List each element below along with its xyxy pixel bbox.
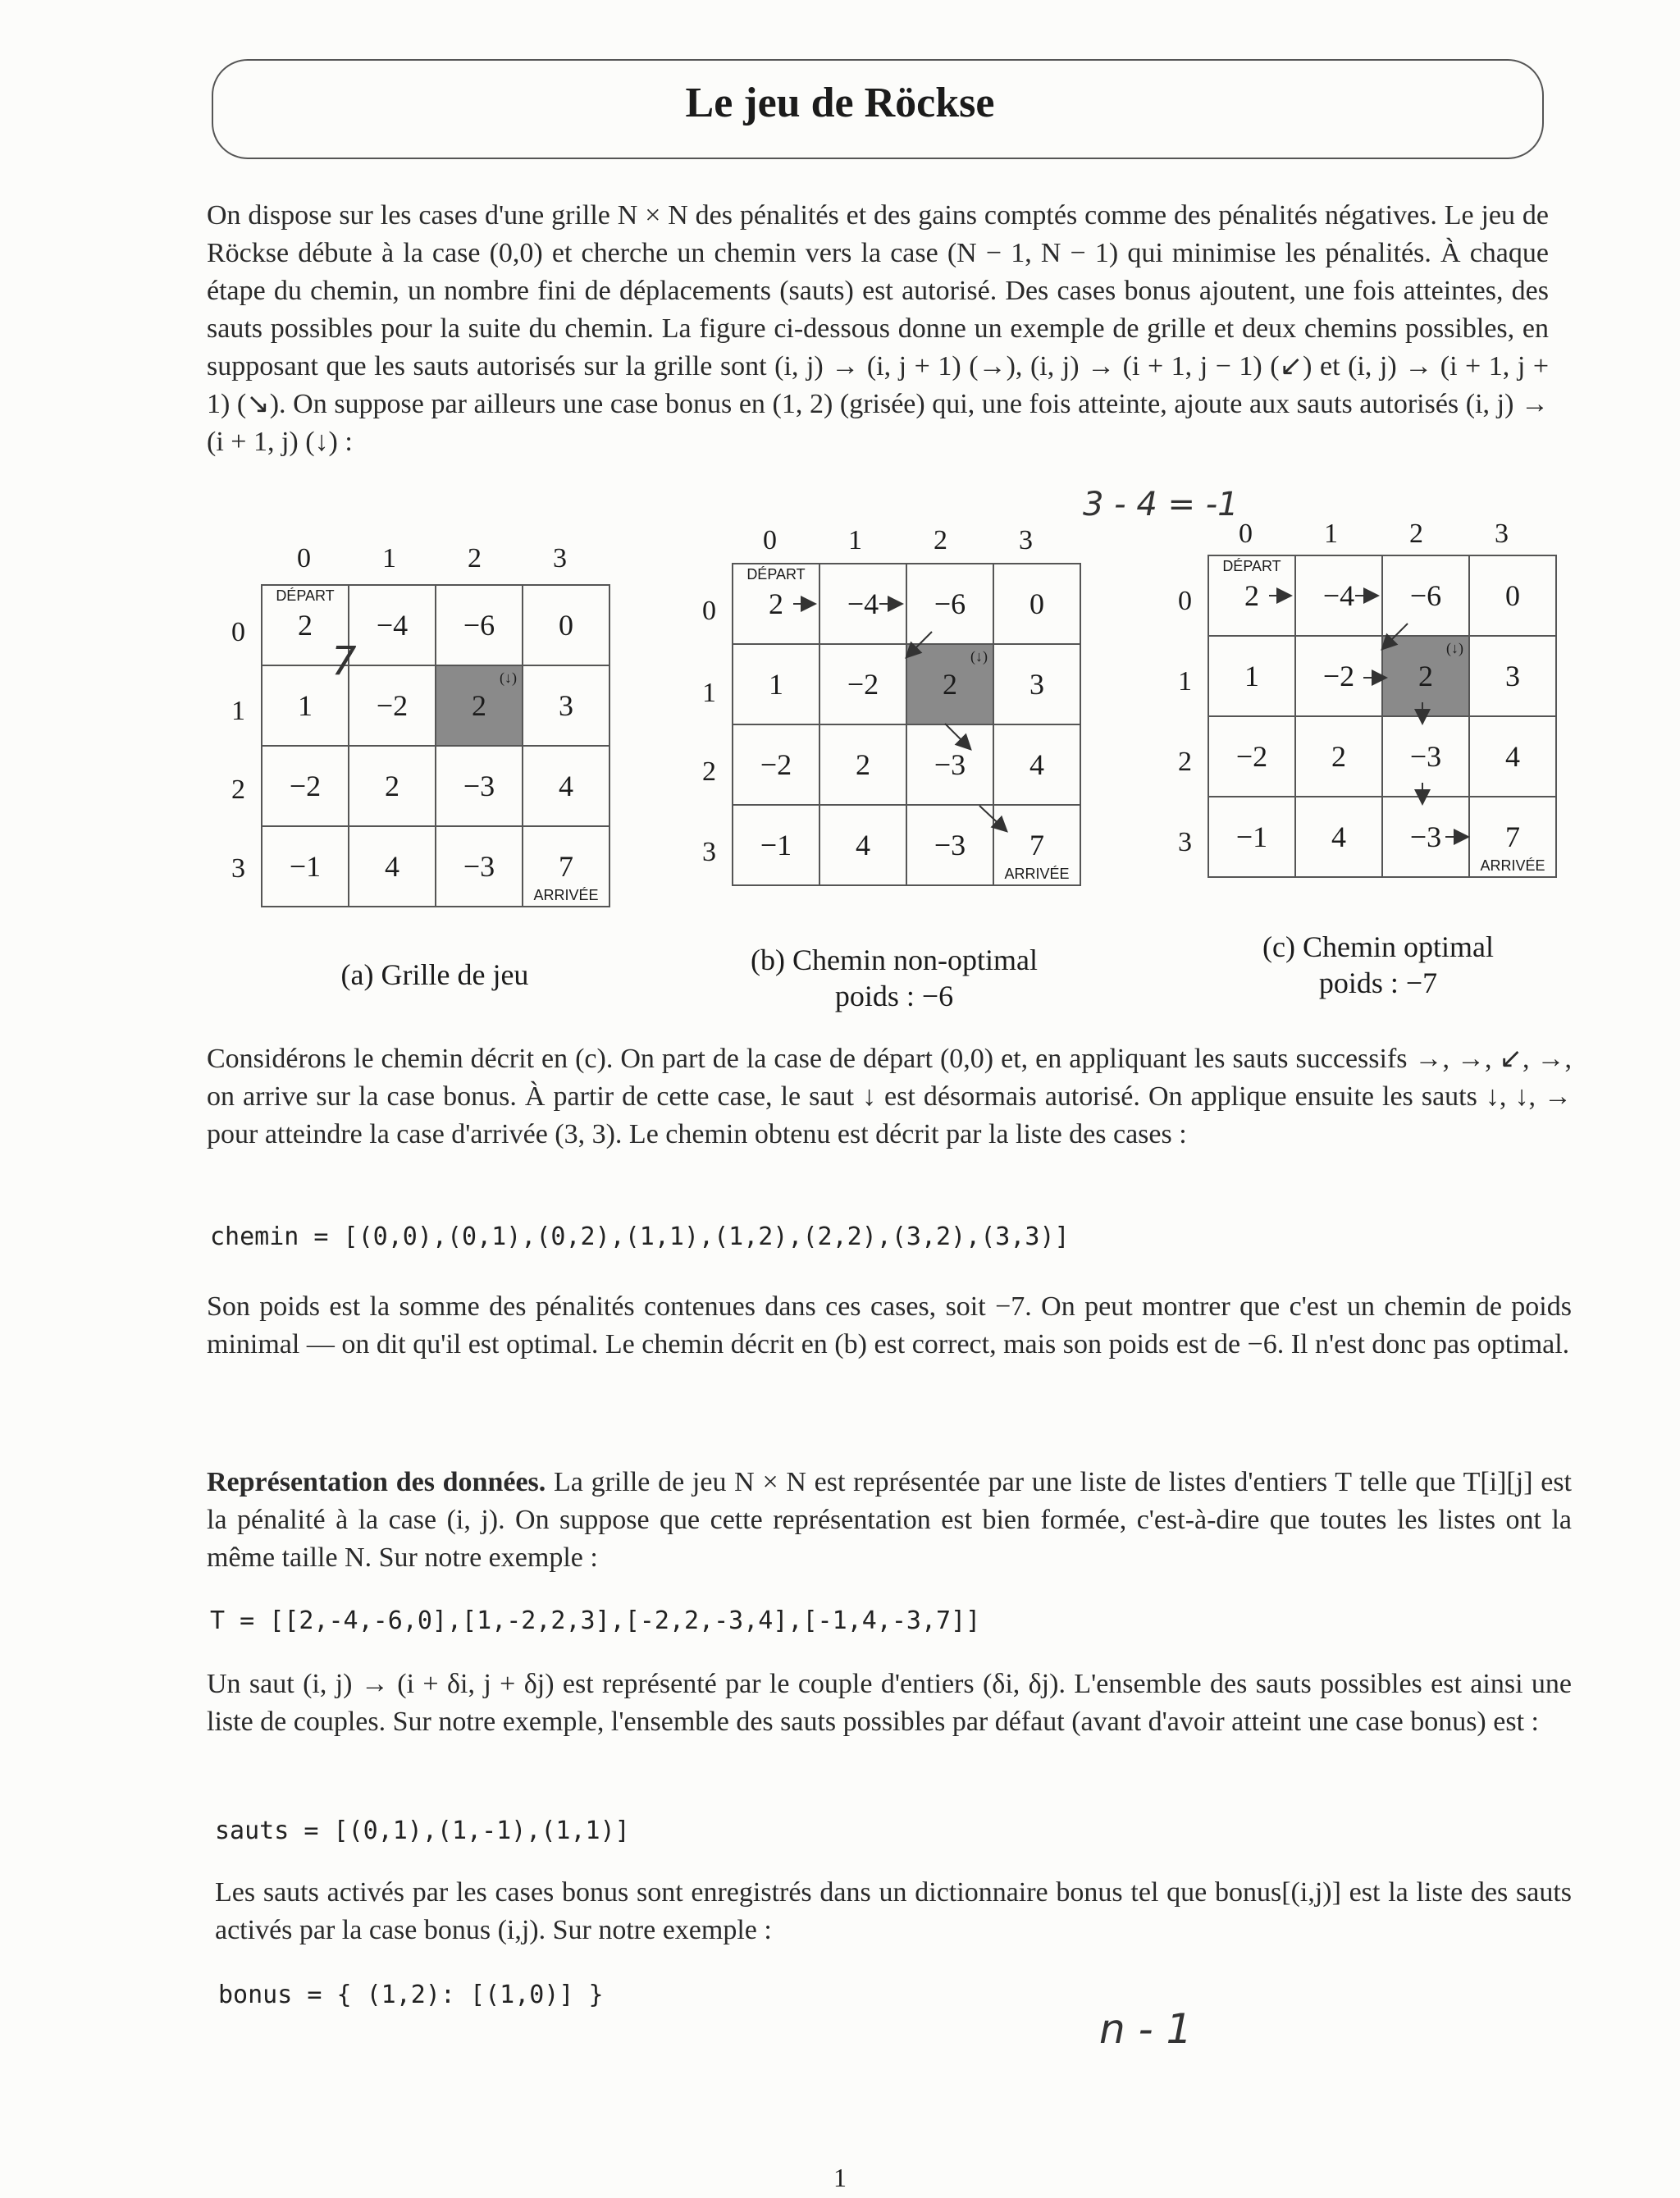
- cell-value: 1: [298, 689, 313, 722]
- grid-cell: [523, 585, 609, 665]
- cell-value: 0: [559, 609, 573, 642]
- row-index-0: 0: [702, 596, 716, 626]
- col-index-2: 2: [468, 543, 482, 573]
- cell-value: −3: [1409, 740, 1442, 773]
- cell-value: −2: [1235, 740, 1268, 773]
- cell-value: 3: [1029, 668, 1044, 701]
- code-chemin: chemin = [(0,0),(0,1),(0,2),(1,1),(1,2),(2,2),(3,2),(3,3)]: [210, 1222, 1070, 1251]
- cell-value: 1: [1244, 660, 1259, 692]
- grid-a: [261, 584, 610, 907]
- handwritten-note-top: 3 - 4 = -1: [1083, 486, 1239, 523]
- paragraph-path-description: Considérons le chemin décrit en (c). On part de la case de départ (0,0) et, en appliquant les sauts successifs →, →, ↙, →, on arrive sur la case bonus. À partir de cette case, le saut ↓ est désormais autorisé. On applique ensuite les sauts ↓, ↓, → pour atteindre la case d'arrivée (3, 3). Le chemin obtenu est décrit par la liste des cases :: [207, 1044, 1572, 1149]
- caption-c: [1189, 929, 1567, 1001]
- caption-a: (a) Grille de jeu: [340, 958, 529, 991]
- cell-value: 4: [856, 829, 870, 861]
- cell-value: −1: [289, 850, 322, 883]
- cell-value: 3: [559, 689, 573, 722]
- row-index-1: 1: [231, 696, 245, 726]
- grid-cell: [349, 665, 436, 746]
- cell-value: 2: [1331, 740, 1346, 773]
- arrow-down-left-icon: [1383, 624, 1408, 648]
- col-index-3: 3: [553, 543, 567, 573]
- cell-value: 0: [1029, 587, 1044, 620]
- end-label: ARRIVÉE: [1480, 857, 1545, 874]
- cell-value: 1: [769, 668, 783, 701]
- caption-b: [705, 942, 1083, 1014]
- col-index-0: 0: [1239, 519, 1253, 549]
- col-index-0: 0: [763, 525, 777, 555]
- row-index-3: 3: [231, 853, 245, 884]
- bonus-mark: (↓): [1446, 640, 1463, 656]
- row-index-3: 3: [702, 837, 716, 867]
- cell-value: 2: [943, 668, 957, 701]
- cell-value: −3: [934, 748, 966, 781]
- start-label: DÉPART: [1222, 558, 1281, 574]
- grid-cell: [262, 826, 349, 907]
- cell-value: −3: [934, 829, 966, 861]
- cell-value: 2: [385, 770, 399, 802]
- cell-value: −4: [847, 587, 879, 620]
- grid-cell: [523, 746, 609, 826]
- cell-value: 7: [1029, 829, 1044, 861]
- cell-value: 3: [1505, 660, 1520, 692]
- arrow-down-right-icon: [945, 724, 970, 748]
- paragraph-grid-representation: La grille de jeu N × N est représentée par une liste de listes d'entiers T telle que T[i][j] est la pénalité à la case (i, j). On suppose que cette représentation est bien formée, c'est-à-dire que toutes les listes ont la même taille N. Sur notre exemple :: [207, 1467, 1573, 1573]
- col-index-1: 1: [1324, 519, 1338, 549]
- grid-cell: [436, 826, 523, 907]
- col-index-1: 1: [382, 543, 396, 573]
- row-index-0: 0: [231, 617, 245, 647]
- col-index-3: 3: [1495, 519, 1509, 549]
- cell-value: 2: [298, 609, 313, 642]
- cell-value: 4: [1029, 748, 1044, 781]
- caption-b-line1: (b) Chemin non-optimal: [751, 944, 1038, 976]
- cell-value: 4: [559, 770, 573, 802]
- caption-b-line2: poids : −6: [834, 980, 954, 1012]
- path-arrows-c: [1208, 555, 1562, 899]
- paragraph-bonus: Les sauts activés par les cases bonus sont enregistrés dans un dictionnaire bonus tel que bonus[(i,j)] est la liste des sauts activés par la case bonus (i,j). Sur notre exemple :: [215, 1877, 1572, 1945]
- row-index-1: 1: [1178, 666, 1192, 697]
- cell-value: −6: [463, 609, 495, 642]
- grid-cell: [436, 746, 523, 826]
- cell-value: 2: [1418, 660, 1433, 692]
- code-T: T = [[2,-4,-6,0],[1,-2,2,3],[-2,2,-3,4],[-1,4,-3,7]]: [210, 1606, 981, 1635]
- col-index-1: 1: [848, 525, 862, 555]
- cell-value: 4: [385, 850, 399, 883]
- cell-value: 2: [1244, 579, 1259, 612]
- path-arrows-b: [732, 563, 1086, 907]
- col-index-2: 2: [934, 525, 947, 555]
- cell-value: −6: [934, 587, 966, 620]
- page-number: 1: [833, 2163, 847, 2192]
- start-label: DÉPART: [746, 566, 806, 583]
- cell-value: −4: [1322, 579, 1355, 612]
- paragraph-weight: Son poids est la somme des pénalités contenues dans ces cases, soit −7. On peut montrer que c'est un chemin de poids minimal — on dit qu'il est optimal. Le chemin décrit en (b) est correct, mais son poids est de −6. Il n'est donc pas optimal.: [207, 1291, 1572, 1359]
- cell-value: 2: [769, 587, 783, 620]
- row-index-2: 2: [702, 756, 716, 787]
- cell-value: −1: [1235, 820, 1268, 853]
- caption-c-line2: poids : −7: [1318, 966, 1438, 999]
- col-index-2: 2: [1409, 519, 1423, 549]
- grid-cell: [436, 585, 523, 665]
- grid-cell: [349, 746, 436, 826]
- cell-value: 4: [1331, 820, 1346, 853]
- cell-value: −3: [463, 770, 495, 802]
- row-index-2: 2: [231, 775, 245, 805]
- cell-value: 2: [472, 689, 486, 722]
- paragraph-jumps: Un saut (i, j) → (i + δi, j + δj) est représenté par le couple d'entiers (δi, δj). L'ensemble des sauts possibles est ainsi une liste de couples. Sur notre exemple, l'ensemble des sauts possibles par défaut (avant d'avoir atteint une case bonus) est :: [207, 1669, 1572, 1737]
- cell-value: 7: [1505, 820, 1520, 853]
- cell-value: −2: [376, 689, 409, 722]
- cell-value: 0: [1505, 579, 1520, 612]
- caption-c-line1: (c) Chemin optimal: [1262, 930, 1494, 963]
- row-index-0: 0: [1178, 586, 1192, 616]
- bonus-cell: [436, 665, 523, 746]
- cell-value: −3: [1409, 820, 1442, 853]
- bonus-mark: (↓): [500, 669, 517, 686]
- cell-value: 7: [559, 850, 573, 883]
- start-label: DÉPART: [276, 587, 335, 604]
- handwritten-note-grid: 7: [331, 638, 357, 684]
- cell-value: 4: [1505, 740, 1520, 773]
- grid-cell: [523, 665, 609, 746]
- arrow-down-left-icon: [907, 632, 932, 656]
- cell-value: 2: [856, 748, 870, 781]
- col-index-3: 3: [1019, 525, 1033, 555]
- end-label: ARRIVÉE: [1004, 866, 1070, 882]
- cell-value: −1: [760, 829, 792, 861]
- section-data-representation: [207, 1464, 1572, 1577]
- row-index-3: 3: [1178, 827, 1192, 857]
- grid-cell: [262, 746, 349, 826]
- cell-value: −2: [289, 770, 322, 802]
- col-index-0: 0: [297, 543, 311, 573]
- end-label: ARRIVÉE: [533, 887, 599, 903]
- code-sauts: sauts = [(0,1),(1,-1),(1,1)]: [215, 1816, 630, 1845]
- cell-value: −3: [463, 850, 495, 883]
- cell-value: −2: [1322, 660, 1355, 692]
- code-bonus: bonus = { (1,2): [(1,0)] }: [218, 1981, 604, 2009]
- grid-cell: [349, 826, 436, 907]
- section-title: Représentation des données.: [207, 1467, 546, 1497]
- cell-value: −6: [1409, 579, 1442, 612]
- arrow-down-right-icon: [979, 806, 1006, 830]
- grid-cell: [523, 826, 609, 907]
- page-title: Le jeu de Röckse: [685, 80, 995, 126]
- row-index-1: 1: [702, 678, 716, 708]
- cell-value: −2: [760, 748, 792, 781]
- row-index-2: 2: [1178, 747, 1192, 777]
- handwritten-note-bottom: n - 1: [1099, 2005, 1193, 2053]
- intro-paragraph: On dispose sur les cases d'une grille N × N des pénalités et des gains comptés comme des pénalités négatives. Le jeu de Röckse débute à la case (0,0) et cherche un chemin vers la case (N − 1, N − 1) qui minimise les pénalités. À chaque étape du chemin, un nombre fini de déplacements (sauts) est autorisé. Des cases bonus ajoutent, une fois atteintes, des sauts possibles pour la suite du chemin. La figure ci-dessous donne un exemple de grille et deux chemins possibles, en supposant que les sauts autorisés sur la grille sont (i, j) → (i, j + 1) (→), (i, j) → (i + 1, j − 1) (↙) et (i, j) → (i + 1, j + 1) (↘). On suppose par ailleurs une case bonus en (1, 2) (grisée) qui, une fois atteinte, ajoute aux sauts autorisés (i, j) → (i + 1, j) (↓) :: [207, 200, 1549, 457]
- cell-value: −4: [376, 609, 409, 642]
- bonus-mark: (↓): [970, 648, 988, 665]
- grid-cell: [349, 585, 436, 665]
- cell-value: −2: [847, 668, 879, 701]
